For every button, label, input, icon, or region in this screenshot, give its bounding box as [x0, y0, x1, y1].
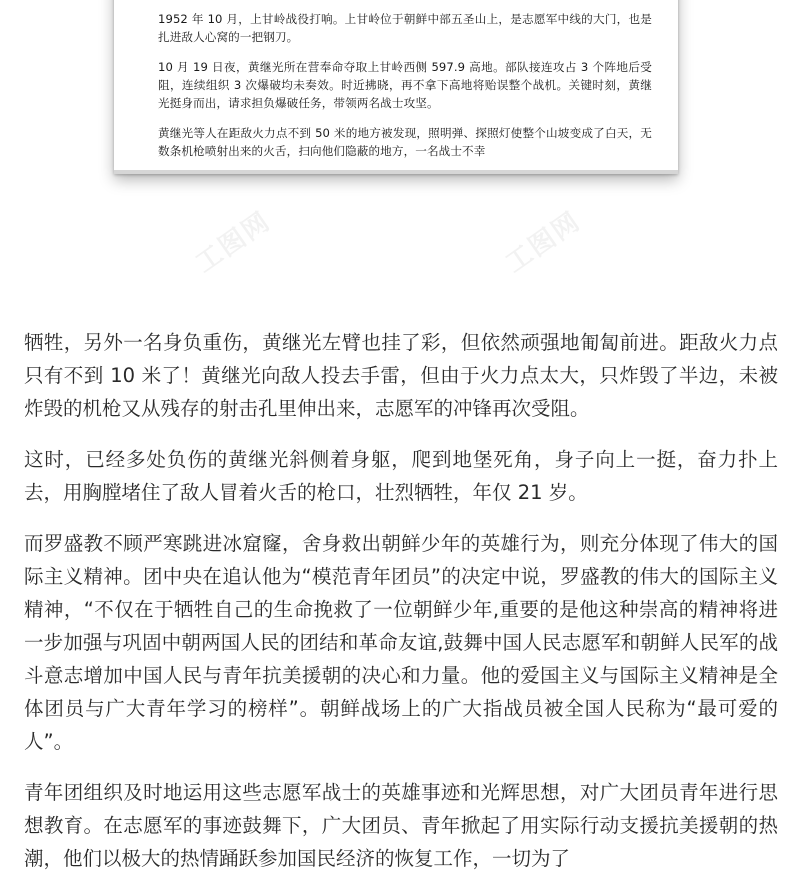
article-body [24, 326, 778, 893]
watermark-logo: 工图网 [500, 206, 587, 279]
body-paragraph-3: 而罗盛教不顾严寒跳进冰窟窿，舍身救出朝鲜少年的英雄行为，则充分体现了伟大的国际主义精神。团中央在追认他为“模范青年团员”的决定中说，罗盛教的伟大的国际主义精神，“不仅在于牺牲自己的生命挽救了一位朝鲜少年,重要的是他这种崇高的精神将进一步加强与巩固中朝两国人民的团结和革命友谊,鼓舞中国人民志愿军和朝鲜人民军的战斗意志增加中国人民与青年抗美援朝的决心和力量。他的爱国主义与国际主义精神是全体团员与广大青年学习的榜样”。朝鲜战场上的广大指战员被全国人民称为“最可爱的人”。 [24, 532, 778, 753]
slide-paragraph-2: 10 月 19 日夜，黄继光所在营奉命夺取上甘岭西侧 597.9 高地。部队接连攻占 3 个阵地后受阻，连续组织 3 次爆破均未奏效。时近拂晓，再不拿下高地将贻误整个战机。关键时刻，黄继光挺身而出，请求担负爆破任务，带领两名战士攻坚。 [158, 60, 652, 110]
watermark-logo: 工图网 [190, 206, 277, 279]
slide-paragraph-3: 黄继光等人在距敌火力点不到 50 米的地方被发现，照明弹、探照灯使整个山坡变成了白天，无数条机枪喷射出来的火舌，扫向他们隐蔽的地方，一名战士不幸 [158, 126, 652, 158]
body-paragraph-4: 青年团组织及时地运用这些志愿军战士的英雄事迹和光辉思想，对广大团员青年进行思想教育。在志愿军的事迹鼓舞下，广大团员、青年掀起了用实际行动支援抗美援朝的热潮，他们以极大的热情踊跃参加国民经济的恢复工作，一切为了 [24, 781, 778, 870]
slide-preview-card [114, 0, 678, 174]
slide-text-block [158, 10, 652, 172]
slide-paragraph-1: 1952 年 10 月，上甘岭战役打响。上甘岭位于朝鲜中部五圣山上，是志愿军中线的大门，也是扎进敌人心窝的一把钢刀。 [158, 12, 652, 44]
body-paragraph-2: 这时，已经多处负伤的黄继光斜侧着身躯，爬到地堡死角，身子向上一挺，奋力扑上去，用胸膛堵住了敌人冒着火舌的枪口，壮烈牺牲，年仅 21 岁。 [24, 448, 778, 504]
body-paragraph-1: 牺牲，另外一名身负重伤，黄继光左臂也挂了彩，但依然顽强地匍匐前进。距敌火力点只有不到 10 米了！黄继光向敌人投去手雷，但由于火力点太大，只炸毁了半边，未被炸毁的机枪又从残存的射击孔里伸出来，志愿军的冲锋再次受阻。 [24, 331, 778, 420]
